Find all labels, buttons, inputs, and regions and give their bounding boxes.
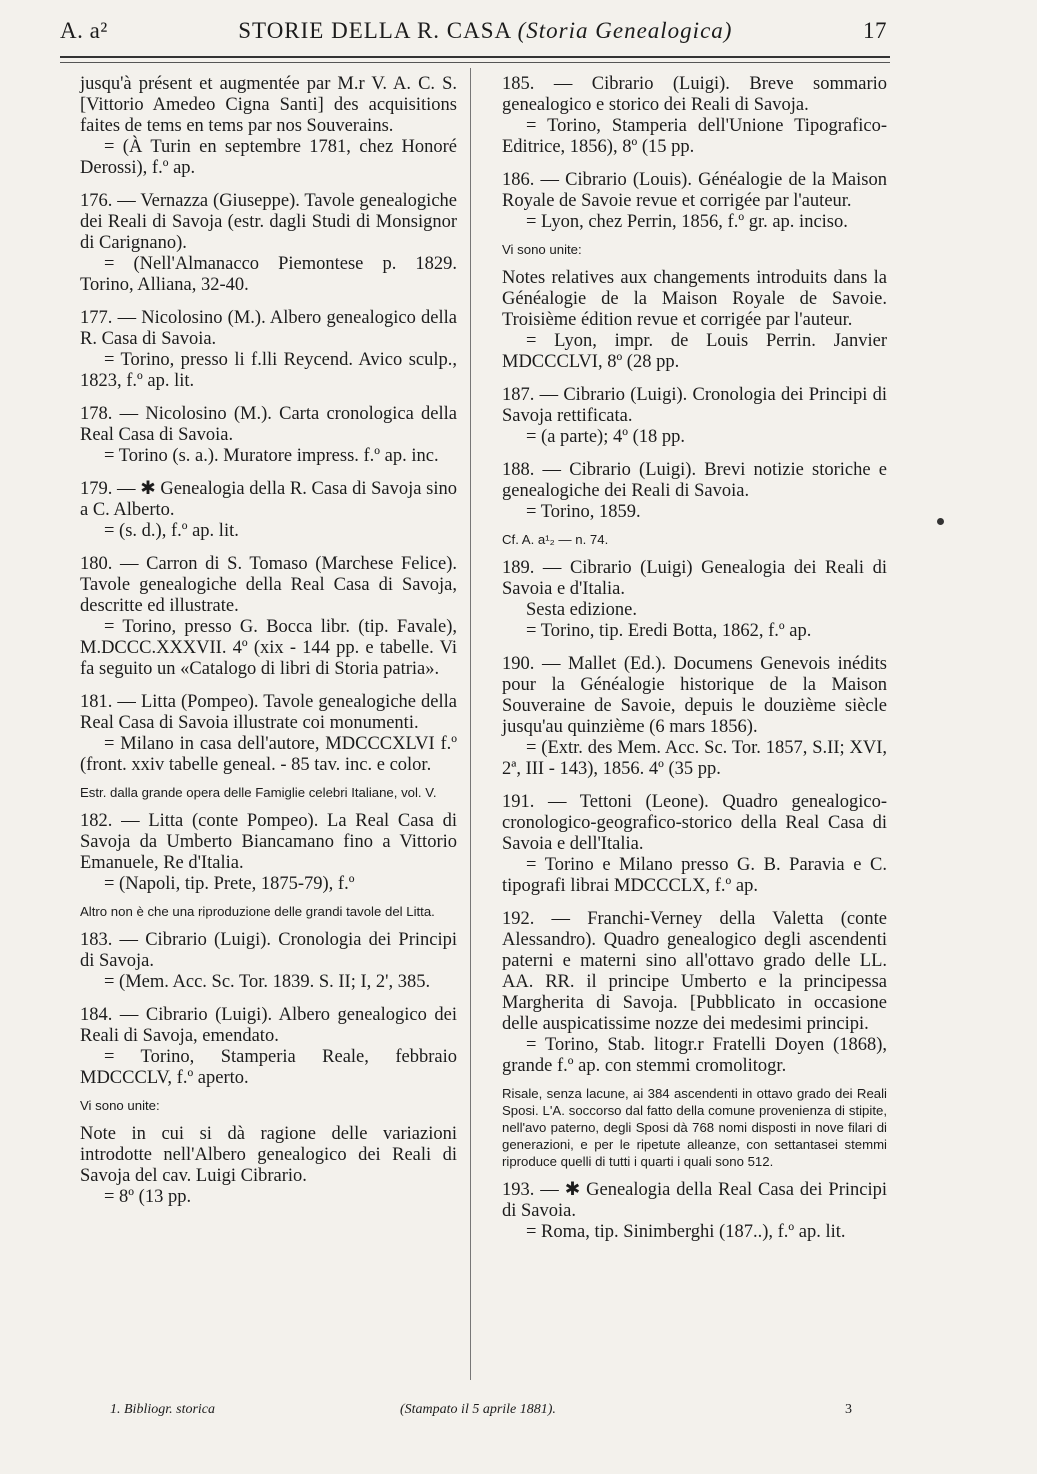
entry-imprint: = Roma, tip. Sinimberghi (187..), f.º ap. lit.	[526, 1222, 846, 1242]
entry-title: 188. — Cibrario (Luigi). Brevi notizie storiche e genealogiche dei Reali di Savoia.	[502, 460, 887, 501]
entry-imprint: = Torino, presso li f.lli Reycend. Avico sculp., 1823, f.º ap. lit.	[80, 350, 457, 391]
page-number: 17	[863, 18, 887, 43]
bibliography-entry	[502, 654, 887, 780]
entry-imprint: = Torino, 1859.	[526, 502, 641, 522]
entry-title: Note in cui si dà ragione delle variazioni introdotte nell'Albero genealogico dei Reali di Savoja del cav. Luigi Cibrario.	[80, 1124, 457, 1186]
bibliography-entry	[502, 74, 887, 158]
bibliography-entry	[502, 909, 887, 1077]
header-subtitle: (Storia Genealogica)	[517, 18, 733, 43]
right-column	[502, 74, 887, 1255]
bibliography-entry	[502, 268, 887, 373]
entry-imprint: = (a parte); 4º (18 pp.	[526, 427, 685, 447]
entry-title: 176. — Vernazza (Giuseppe). Tavole genealogiche dei Reali di Savoja (estr. dagli Studi di Monsignor di Carignano).	[80, 191, 457, 253]
running-title	[238, 18, 732, 44]
entry-title: 178. — Nicolosino (M.). Carta cronologica della Real Casa di Savoia.	[80, 404, 457, 445]
entry-imprint: = (Extr. des Mem. Acc. Sc. Tor. 1857, S.II; XVI, 2ª, III - 143), 1856. 4º (35 pp.	[502, 738, 887, 779]
entry-title: 181. — Litta (Pompeo). Tavole genealogiche della Real Casa di Savoia illustrate coi monumenti.	[80, 692, 457, 733]
entry-imprint: Sesta edizione.	[526, 600, 637, 620]
bibliography-entry	[502, 460, 887, 523]
bibliography-entry	[80, 811, 457, 895]
entry-imprint: = (Nell'Almanacco Piemontese p. 1829. Torino, Alliana, 32-40.	[80, 254, 457, 295]
bibliography-entry	[80, 930, 457, 993]
entry-imprint: = Torino, tip. Eredi Botta, 1862, f.º ap.	[526, 621, 812, 641]
bibliography-entry	[502, 385, 887, 448]
bibliography-entry	[80, 1124, 457, 1208]
bibliography-entry	[502, 170, 887, 233]
entry-imprint: = Lyon, impr. de Louis Perrin. Janvier MDCCCLVI, 8º (28 pp.	[502, 331, 887, 372]
entry-imprint: = Milano in casa dell'autore, MDCCCXLVI f.º (front. xxiv tabelle geneal. - 85 tav. inc. e color.	[80, 734, 457, 775]
entry-title: 190. — Mallet (Ed.). Documens Genevois inédits pour la Généalogie historique de la Maison Souveraine de Savoie, depuis le douzième siècle jusqu'au quinzième (6 mars 1856).	[502, 654, 887, 737]
bibliography-entry	[502, 1180, 887, 1243]
entry-note: Vi sono unite:	[80, 1098, 160, 1113]
entry-imprint: = (s. d.), f.º ap. lit.	[104, 521, 239, 541]
entry-title: 187. — Cibrario (Luigi). Cronologia dei Principi di Savoja rettificata.	[502, 385, 887, 426]
header-rule-thick	[60, 56, 890, 58]
entry-title: 189. — Cibrario (Luigi) Genealogia dei Reali di Savoia e d'Italia.	[502, 558, 887, 599]
entry-title: 184. — Cibrario (Luigi). Albero genealogico dei Reali di Savoja, emendato.	[80, 1005, 457, 1046]
entry-note: Estr. dalla grande opera delle Famiglie celebri Italiane, vol. V.	[80, 785, 437, 800]
entry-imprint: = Torino e Milano presso G. B. Paravia e C. tipografi librai MDCCCLX, f.º ap.	[502, 855, 887, 896]
footer-sheet-number: 3	[845, 1402, 852, 1417]
entry-title: 186. — Cibrario (Louis). Généalogie de la Maison Royale de Savoie revue et corrigée par l'auteur.	[502, 170, 887, 211]
entry-note: Cf. A. a¹₂ — n. 74.	[502, 532, 609, 547]
column-divider	[470, 68, 471, 1380]
entry-title: Notes relatives aux changements introduits dans la Généalogie de la Maison Royale de Savoie. Troisième édition revue et corrigée par l'auteur.	[502, 268, 887, 330]
bibliography-entry	[80, 74, 457, 179]
entry-note: Risale, senza lacune, ai 384 ascendenti in ottavo grado dei Reali Sposi. L'A. soccorso dal fatto della comune provenienza di stipite, nell'avo paterno, degli Sposi dà 768 nomi disposti in nove filari di generazioni, e per le ripetute alleanze, con settantasei stemmi riproduce quelli di tutti i quarti i quali sono 512.	[502, 1086, 887, 1169]
entry-note: Vi sono unite:	[502, 242, 582, 257]
header-title: STORIE DELLA R. CASA	[238, 18, 511, 43]
left-column	[80, 74, 457, 1220]
bibliography-entry	[80, 308, 457, 392]
bibliography-entry	[80, 692, 457, 776]
entry-imprint: = Lyon, chez Perrin, 1856, f.º gr. ap. inciso.	[526, 212, 848, 232]
bibliography-entry	[80, 191, 457, 296]
entry-note: Altro non è che una riproduzione delle grandi tavole del Litta.	[80, 904, 435, 919]
entry-title: 177. — Nicolosino (M.). Albero genealogico della R. Casa di Savoia.	[80, 308, 457, 349]
bibliography-entry	[80, 1005, 457, 1089]
running-header	[60, 18, 887, 52]
entry-title: 179. — ✱ Genealogia della R. Casa di Savoja sino a C. Alberto.	[80, 479, 457, 520]
entry-imprint: = 8º (13 pp.	[104, 1187, 192, 1207]
header-rule-thin	[60, 62, 890, 63]
signature-mark: A. a²	[60, 18, 108, 43]
entry-imprint: = Torino, Stamperia dell'Unione Tipografico-Editrice, 1856), 8º (15 pp.	[502, 116, 887, 157]
entry-imprint: = Torino, Stab. litogr.r Fratelli Doyen (1868), grande f.º ap. con stemmi cromolitogr.	[502, 1035, 887, 1076]
bibliography-entry	[502, 792, 887, 897]
entry-imprint: = Torino, presso G. Bocca libr. (tip. Favale), M.DCCC.XXXVII. 4º (xix - 144 pp. e tabelle. Vi fa seguito un «Catalogo di libri di Storia patria».	[80, 617, 457, 679]
bibliography-entry	[80, 404, 457, 467]
bibliography-entry	[80, 479, 457, 542]
footer-print-date: (Stampato il 5 aprile 1881).	[400, 1402, 556, 1417]
footer-signature: 1. Bibliogr. storica	[110, 1402, 216, 1417]
entry-imprint: = Torino, Stamperia Reale, febbraio MDCCCLV, f.º aperto.	[80, 1047, 457, 1088]
entry-title: 180. — Carron di S. Tomaso (Marchese Felice). Tavole genealogiche della Real Casa di Savoja, descritte ed illustrate.	[80, 554, 457, 616]
entry-title: 192. — Franchi-Verney della Valetta (conte Alessandro). Quadro genealogico degli ascendenti paterni e materni sino all'ottavo grado delle LL. AA. RR. il principe Umberto e la principessa Margherita di Savoja. [Pubblicato in occasione delle auspicatissime nozze dei medesimi principi.	[502, 909, 887, 1034]
entry-imprint: = (À Turin en septembre 1781, chez Honoré Derossi), f.º ap.	[80, 137, 457, 178]
bibliography-entry	[502, 558, 887, 642]
entry-title: jusqu'à présent et augmentée par M.r V. A. C. S. [Vittorio Amedeo Cigna Santi] des acquisitions faites de tems en tems par nos Souverains.	[80, 74, 457, 136]
entry-title: 182. — Litta (conte Pompeo). La Real Casa di Savoja da Umberto Biancamano fino a Vittorio Emanuele, Re d'Italia.	[80, 811, 457, 873]
entry-imprint: = (Mem. Acc. Sc. Tor. 1839. S. II; I, 2', 385.	[104, 972, 431, 992]
bibliography-entry	[80, 554, 457, 680]
margin-dot	[937, 518, 944, 525]
entry-title: 185. — Cibrario (Luigi). Breve sommario genealogico e storico dei Reali di Savoja.	[502, 74, 887, 115]
entry-imprint: = Torino (s. a.). Muratore impress. f.º ap. inc.	[104, 446, 439, 466]
entry-title: 193. — ✱ Genealogia della Real Casa dei Principi di Savoia.	[502, 1180, 887, 1221]
entry-title: 191. — Tettoni (Leone). Quadro genealogico-cronologico-geografico-storico della Real Casa di Savoia e dell'Italia.	[502, 792, 887, 854]
entry-title: 183. — Cibrario (Luigi). Cronologia dei Principi di Savoja.	[80, 930, 457, 971]
entry-imprint: = (Napoli, tip. Prete, 1875-79), f.º	[104, 874, 355, 894]
